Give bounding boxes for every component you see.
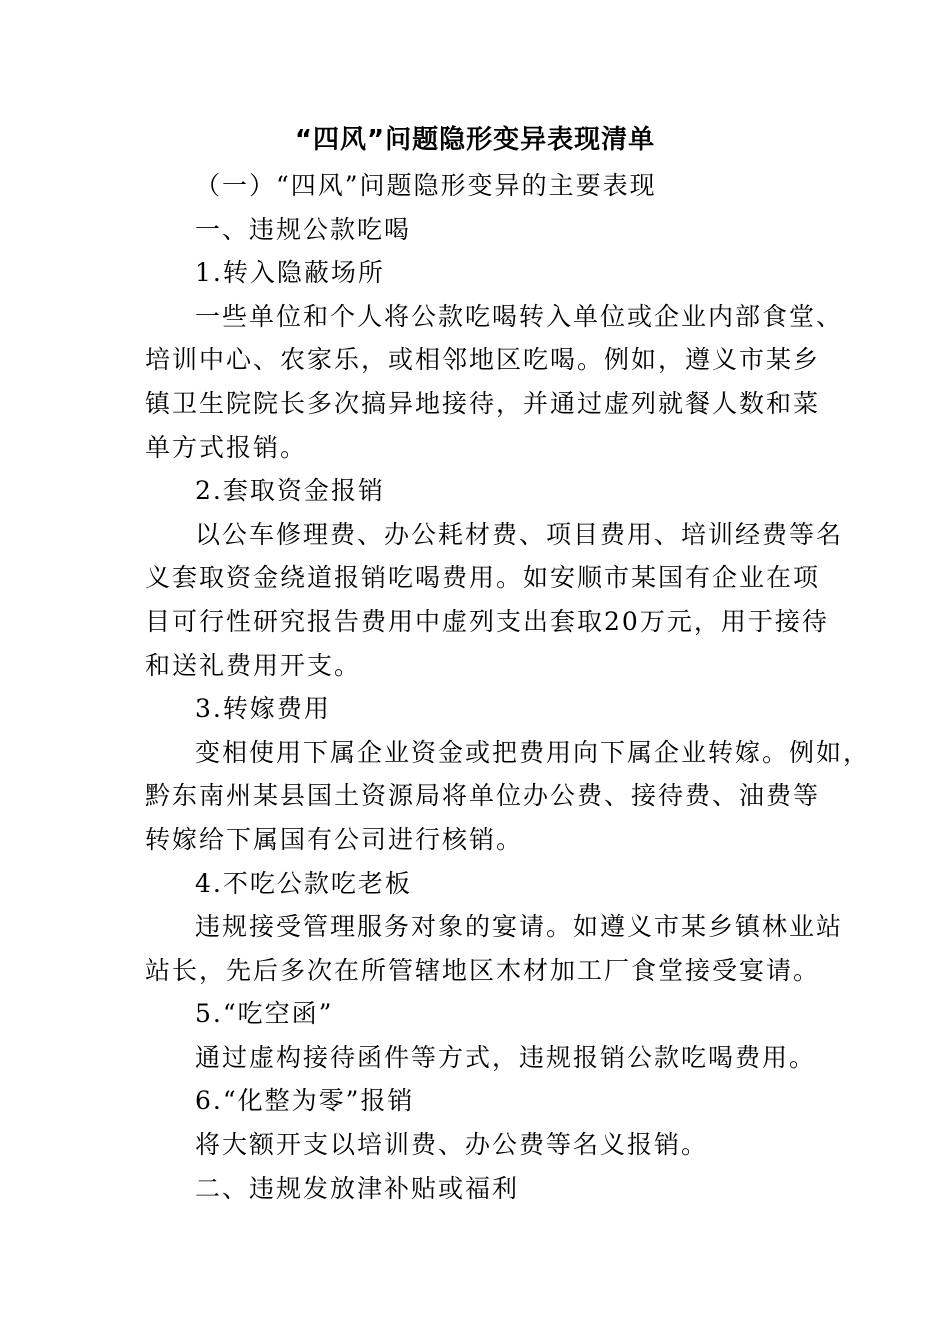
document-title: “四风”问题隐形变异表现清单 — [294, 125, 656, 155]
paragraph-line: 单方式报销。 — [145, 432, 308, 462]
paragraph-line: 以公车修理费、办公耗材费、项目费用、培训经费等名 — [195, 519, 844, 549]
item-heading-4: 4.不吃公款吃老板 — [195, 868, 412, 898]
item-paragraph-6 — [145, 1123, 815, 1167]
item-heading-2: 2.套取资金报销 — [195, 476, 385, 506]
item-heading-3: 3.转嫁费用 — [195, 694, 331, 724]
paragraph-line: 培训中心、农家乐，或相邻地区吃喝。例如，遵义市某乡 — [145, 345, 821, 375]
paragraph-line: 将大额开支以培训费、办公费等名义报销。 — [195, 1130, 709, 1160]
item-heading-5: 5.“吃空函” — [195, 999, 334, 1029]
paragraph-line: 义套取资金绕道报销吃喝费用。如安顺市某国有企业在项 — [145, 563, 821, 593]
paragraph-line: 黔东南州某县国土资源局将单位办公费、接待费、油费等 — [145, 781, 821, 811]
paragraph-line: 转嫁给下属国有公司进行核销。 — [145, 824, 524, 854]
item-heading-6: 6.“化整为零”报销 — [195, 1086, 415, 1116]
paragraph-line: 一些单位和个人将公款吃喝转入单位或企业内部食堂、 — [195, 301, 844, 331]
item-paragraph-1 — [145, 295, 844, 469]
item-paragraph-3 — [145, 731, 871, 862]
paragraph-line: 站长，先后多次在所管辖地区木材加工厂食堂接受宴请。 — [145, 955, 821, 985]
paragraph-line: 目可行性研究报告费用中虚列支出套取20万元，用于接待 — [145, 606, 829, 636]
paragraph-line: 通过虚构接待函件等方式，违规报销公款吃喝费用。 — [195, 1042, 817, 1072]
item-paragraph-5 — [145, 1036, 815, 1080]
paragraph-line: 镇卫生院院长多次搞异地接待，并通过虚列就餐人数和菜 — [145, 388, 821, 418]
document-body — [145, 164, 871, 1210]
section-heading: （一）“四风”问题隐形变异的主要表现 — [195, 171, 657, 200]
paragraph-line: 和送礼费用开支。 — [145, 650, 362, 680]
item-paragraph-2 — [145, 513, 844, 687]
item-heading-1: 1.转入隐蔽场所 — [195, 258, 385, 288]
item-paragraph-4 — [145, 905, 844, 992]
paragraph-line: 违规接受管理服务对象的宴请。如遵义市某乡镇林业站 — [195, 912, 844, 942]
paragraph-line: 变相使用下属企业资金或把费用向下属企业转嫁。例如， — [195, 737, 871, 767]
category-heading-2: 二、违规发放津补贴或福利 — [195, 1173, 520, 1203]
category-heading-1: 一、违规公款吃喝 — [195, 214, 412, 244]
